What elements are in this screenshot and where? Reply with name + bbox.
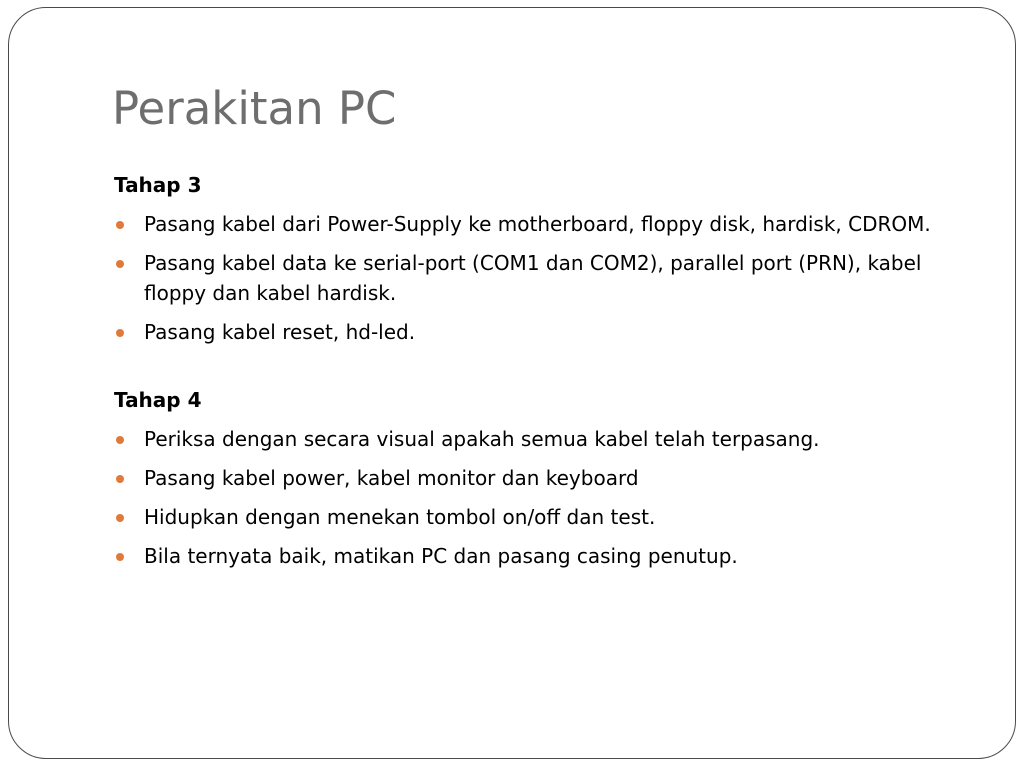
section-tahap-3 bbox=[114, 170, 974, 347]
bullet-icon bbox=[116, 475, 124, 483]
bullet-text: Pasang kabel reset, hd-led. bbox=[144, 320, 416, 344]
bullet-text: Bila ternyata baik, matikan PC dan pasang casing penutup. bbox=[144, 544, 738, 568]
bullet-icon bbox=[116, 553, 124, 561]
section-heading: Tahap 4 bbox=[114, 388, 202, 412]
bullet-text: Pasang kabel data ke serial-port (COM1 dan COM2), parallel port (PRN), kabel floppy dan kabel hardisk. bbox=[144, 251, 922, 305]
bullet-item bbox=[114, 463, 974, 493]
bullet-text: Pasang kabel dari Power-Supply ke motherboard, floppy disk, hardisk, CDROM. bbox=[144, 212, 931, 236]
bullet-list bbox=[114, 209, 974, 347]
bullet-icon bbox=[116, 221, 124, 229]
section-heading: Tahap 3 bbox=[114, 173, 202, 197]
slide-content bbox=[114, 170, 974, 571]
bullet-item bbox=[114, 424, 974, 454]
bullet-item bbox=[114, 502, 974, 532]
section-spacer bbox=[114, 347, 974, 385]
section-tahap-4 bbox=[114, 385, 974, 571]
bullet-item bbox=[114, 541, 974, 571]
bullet-icon bbox=[116, 260, 124, 268]
bullet-icon bbox=[116, 329, 124, 337]
bullet-text: Pasang kabel power, kabel monitor dan keyboard bbox=[144, 466, 639, 490]
bullet-list bbox=[114, 424, 974, 571]
slide-title: Perakitan PC bbox=[112, 82, 397, 135]
bullet-icon bbox=[116, 436, 124, 444]
bullet-item bbox=[114, 317, 974, 347]
bullet-item bbox=[114, 248, 974, 308]
bullet-icon bbox=[116, 514, 124, 522]
bullet-text: Periksa dengan secara visual apakah semua kabel telah terpasang. bbox=[144, 427, 820, 451]
bullet-text: Hidupkan dengan menekan tombol on/off dan test. bbox=[144, 505, 656, 529]
bullet-item bbox=[114, 209, 974, 239]
